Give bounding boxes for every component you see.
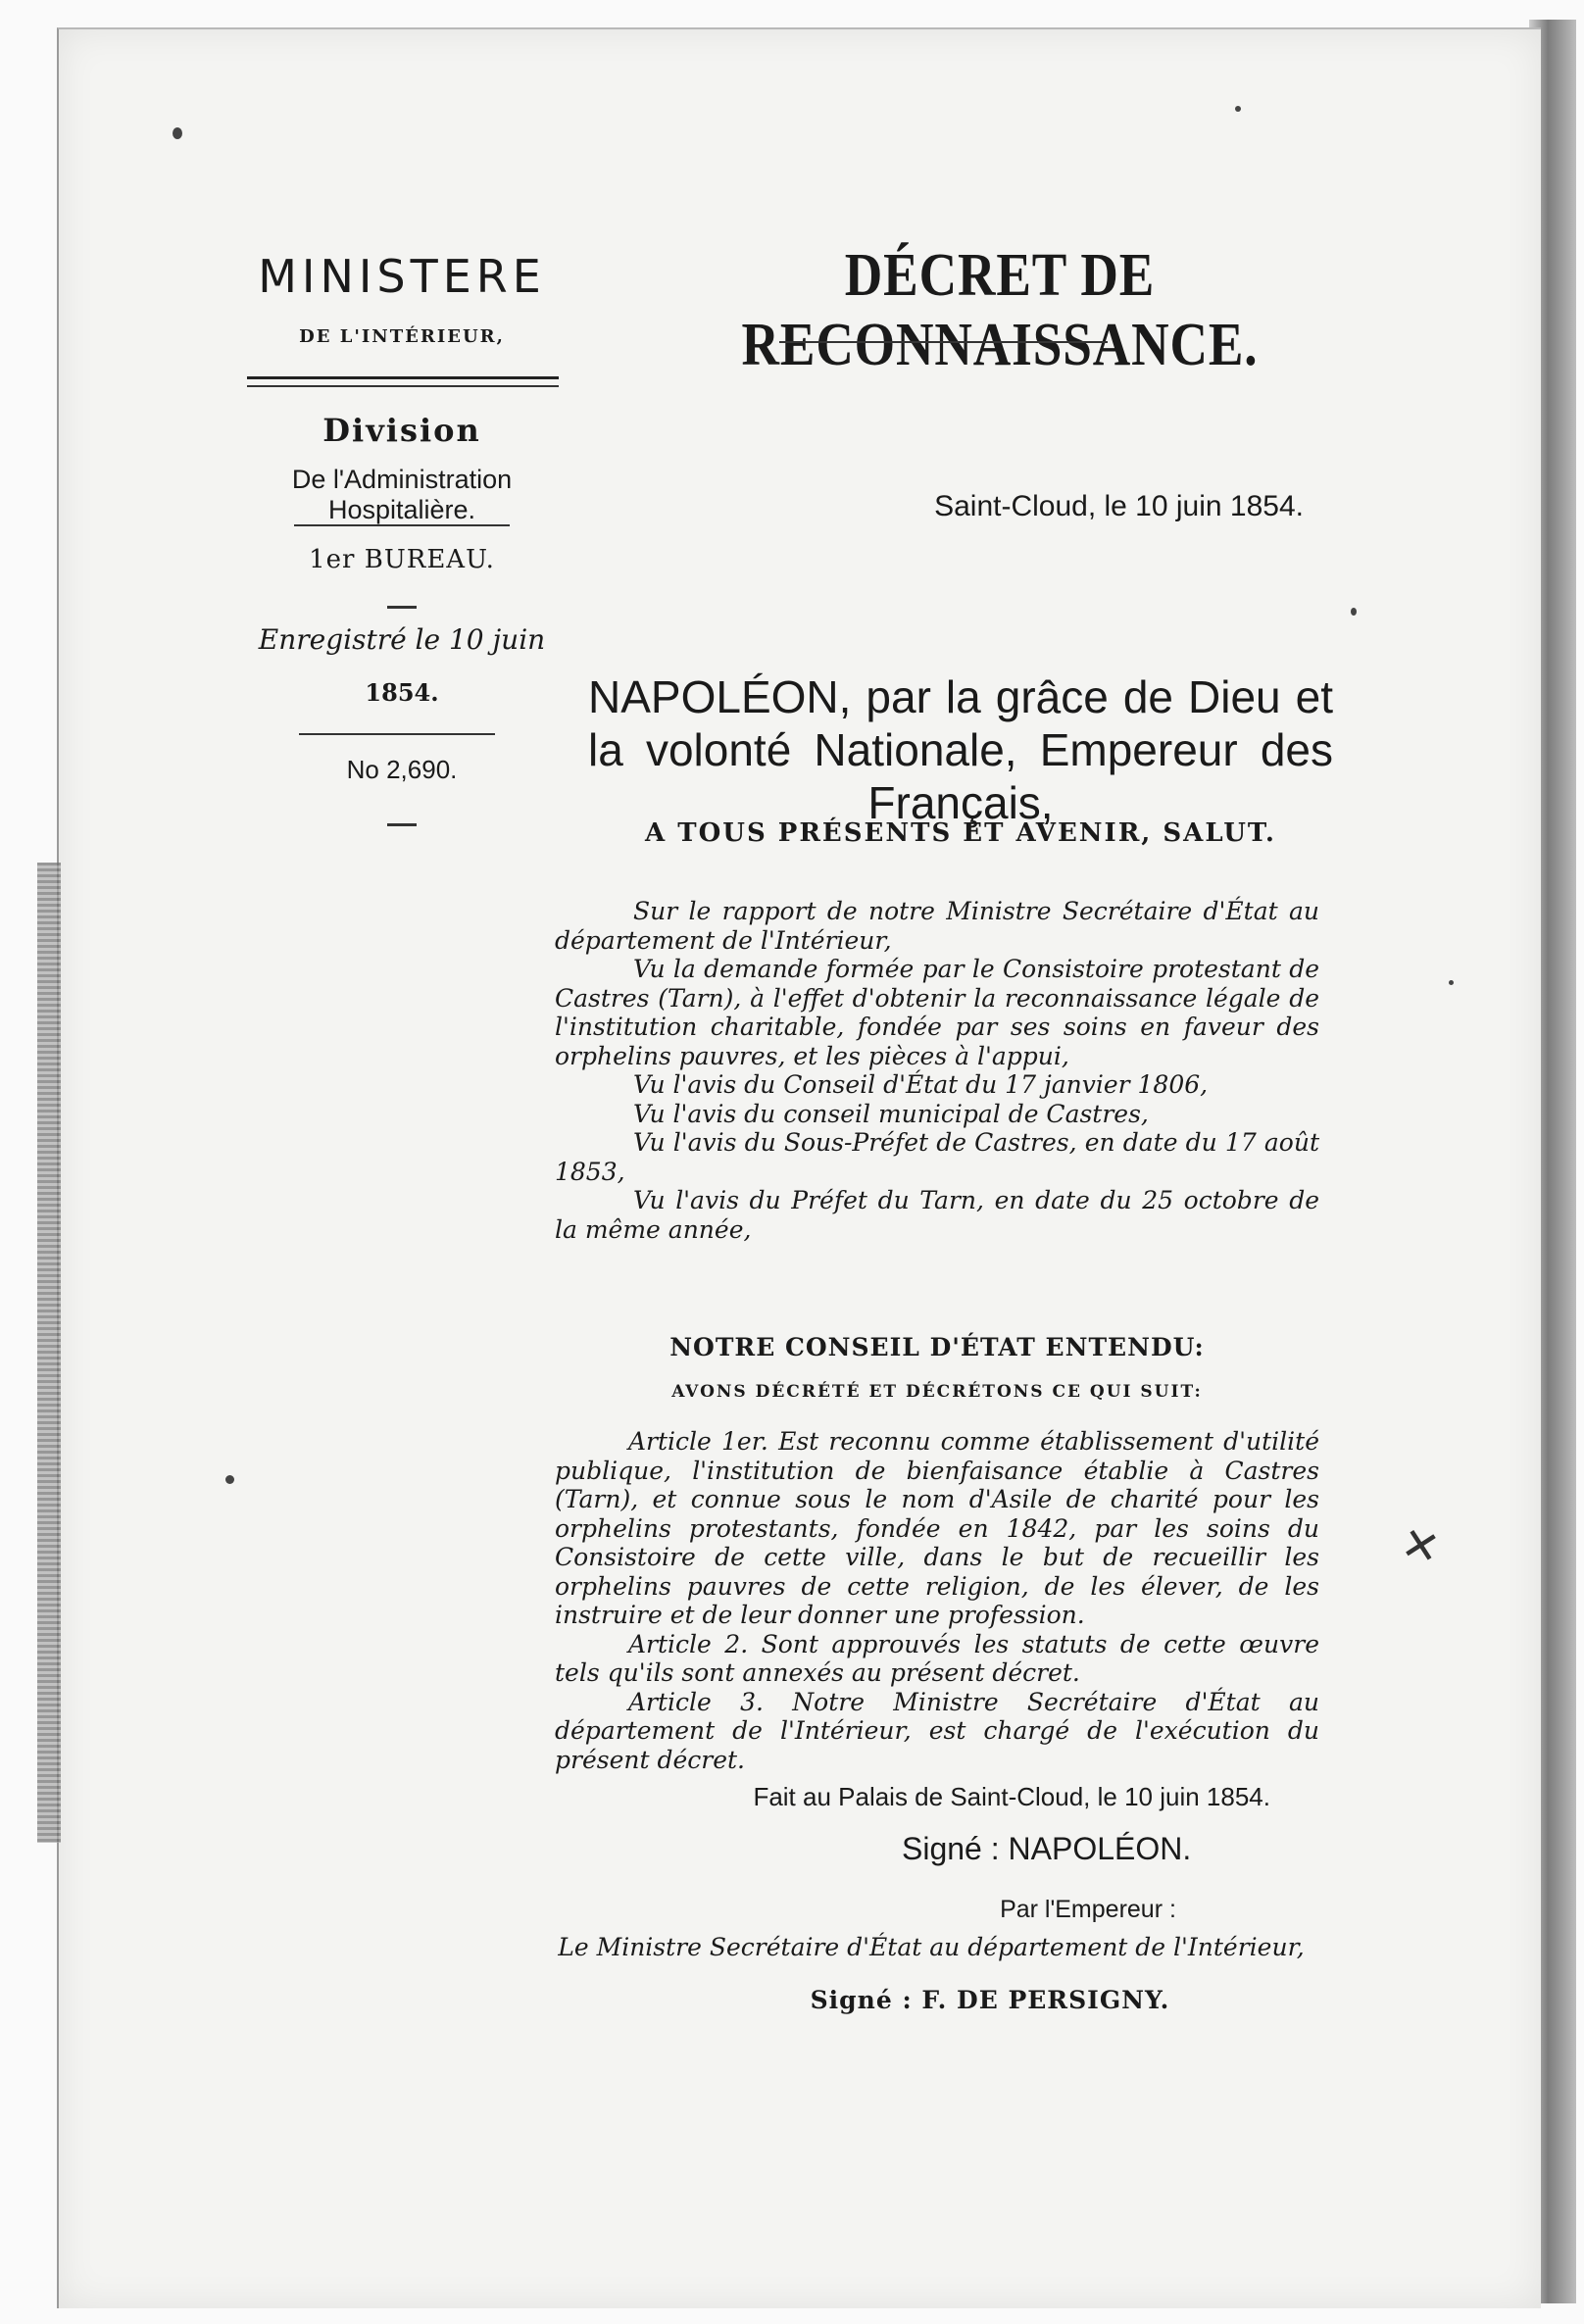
ministry-subtitle: DE L'INTÉRIEUR, <box>299 326 505 347</box>
signature-persigny: Signé : F. DE PERSIGNY. <box>810 1986 1170 2014</box>
bureau-label: 1er BUREAU. <box>309 545 495 574</box>
registration-date: Enregistré le 10 juin <box>258 623 546 656</box>
fait-line: Fait au Palais de Saint-Cloud, le 10 juin 1854. <box>753 1782 1270 1811</box>
date-line: Saint-Cloud, le 10 juin 1854. <box>934 490 1304 522</box>
decree-title: DÉCRET DE RECONNAISSANCE. <box>741 242 1259 378</box>
article: Article 2. Sont approuvés les statuts de cette œuvre tels qu'ils sont annexés au présent décret. <box>555 1629 1319 1687</box>
division-heading: Division <box>322 412 481 449</box>
considerants <box>555 897 1319 1244</box>
salut-line: A TOUS PRÉSENTS ET AVENIR, SALUT. <box>645 818 1276 848</box>
articles <box>555 1427 1319 1774</box>
section-rule <box>294 524 510 526</box>
avons-decrete: AVONS DÉCRÉTÉ ET DÉCRÉTONS CE QUI SUIT: <box>671 1382 1203 1402</box>
scan-speck <box>1449 980 1454 985</box>
considerant: Vu la demande formée par le Consistoire protestant de Castres (Tarn), à l'effet d'obtenir la reconnaissance légale de l'institution charitable, fondée par ses soins en faveur des orphelins pauvres, et les pièces à l'appui, <box>555 955 1319 1070</box>
considerant: Vu l'avis du conseil municipal de Castres, <box>633 1099 1149 1128</box>
pen-mark: ✕ <box>1396 1515 1445 1576</box>
dash-separator <box>387 606 417 609</box>
conseil-heading: NOTRE CONSEIL D'ÉTAT ENTENDU: <box>669 1333 1205 1361</box>
binding-edge <box>37 863 61 1843</box>
considerant: Vu l'avis du Sous-Préfet de Castres, en date du 17 août 1853, <box>555 1128 1319 1186</box>
registration-number: No 2,690. <box>346 755 458 784</box>
considerant: Sur le rapport de notre Ministre Secrétaire d'État au département de l'Intérieur, <box>555 897 1319 955</box>
dash-separator <box>387 823 417 826</box>
scan-speck <box>1351 608 1357 616</box>
article: Article 3. Notre Ministre Secrétaire d'État au département de l'Intérieur, est chargé de l'exécution du présent décret. <box>555 1687 1319 1774</box>
title-ornament <box>779 341 1108 347</box>
scan-speck <box>225 1475 234 1484</box>
double-rule-top <box>247 376 559 379</box>
scan-speck <box>173 127 182 139</box>
scan-speck <box>1235 106 1241 112</box>
minister-title: Le Ministre Secrétaire d'État au département de l'Intérieur, <box>558 1933 1305 1961</box>
considerant: Vu l'avis du Préfet du Tarn, en date du 25 octobre de la même année, <box>555 1186 1319 1244</box>
napoleon-preamble: NAPOLÉON, par la grâce de Dieu et la volonté Nationale, Empereur des Français, <box>588 671 1333 828</box>
division-subtitle: De l'Administration Hospitalière. <box>291 465 513 524</box>
signature-napoleon: Signé : NAPOLÉON. <box>902 1831 1192 1866</box>
par-empereur: Par l'Empereur : <box>1000 1896 1176 1923</box>
ministry-name: MINISTERE <box>258 250 546 303</box>
registration-year: 1854. <box>365 678 439 707</box>
section-rule <box>299 733 495 735</box>
double-rule-bottom <box>247 385 559 387</box>
considerant: Vu l'avis du Conseil d'État du 17 janvier 1806, <box>633 1070 1209 1099</box>
article: Article 1er. Est reconnu comme établissement d'utilité publique, l'institution de bienfaisance établie à Castres (Tarn), et connue sous le nom d'Asile de charité pour les orphelins protestants, fondée en 1842, par les soins du Consistoire de cette ville, dans le but de recueillir les orphelins pauvres de cette religion, de les élever, de les instruire et de leur donner une profession. <box>555 1427 1319 1629</box>
